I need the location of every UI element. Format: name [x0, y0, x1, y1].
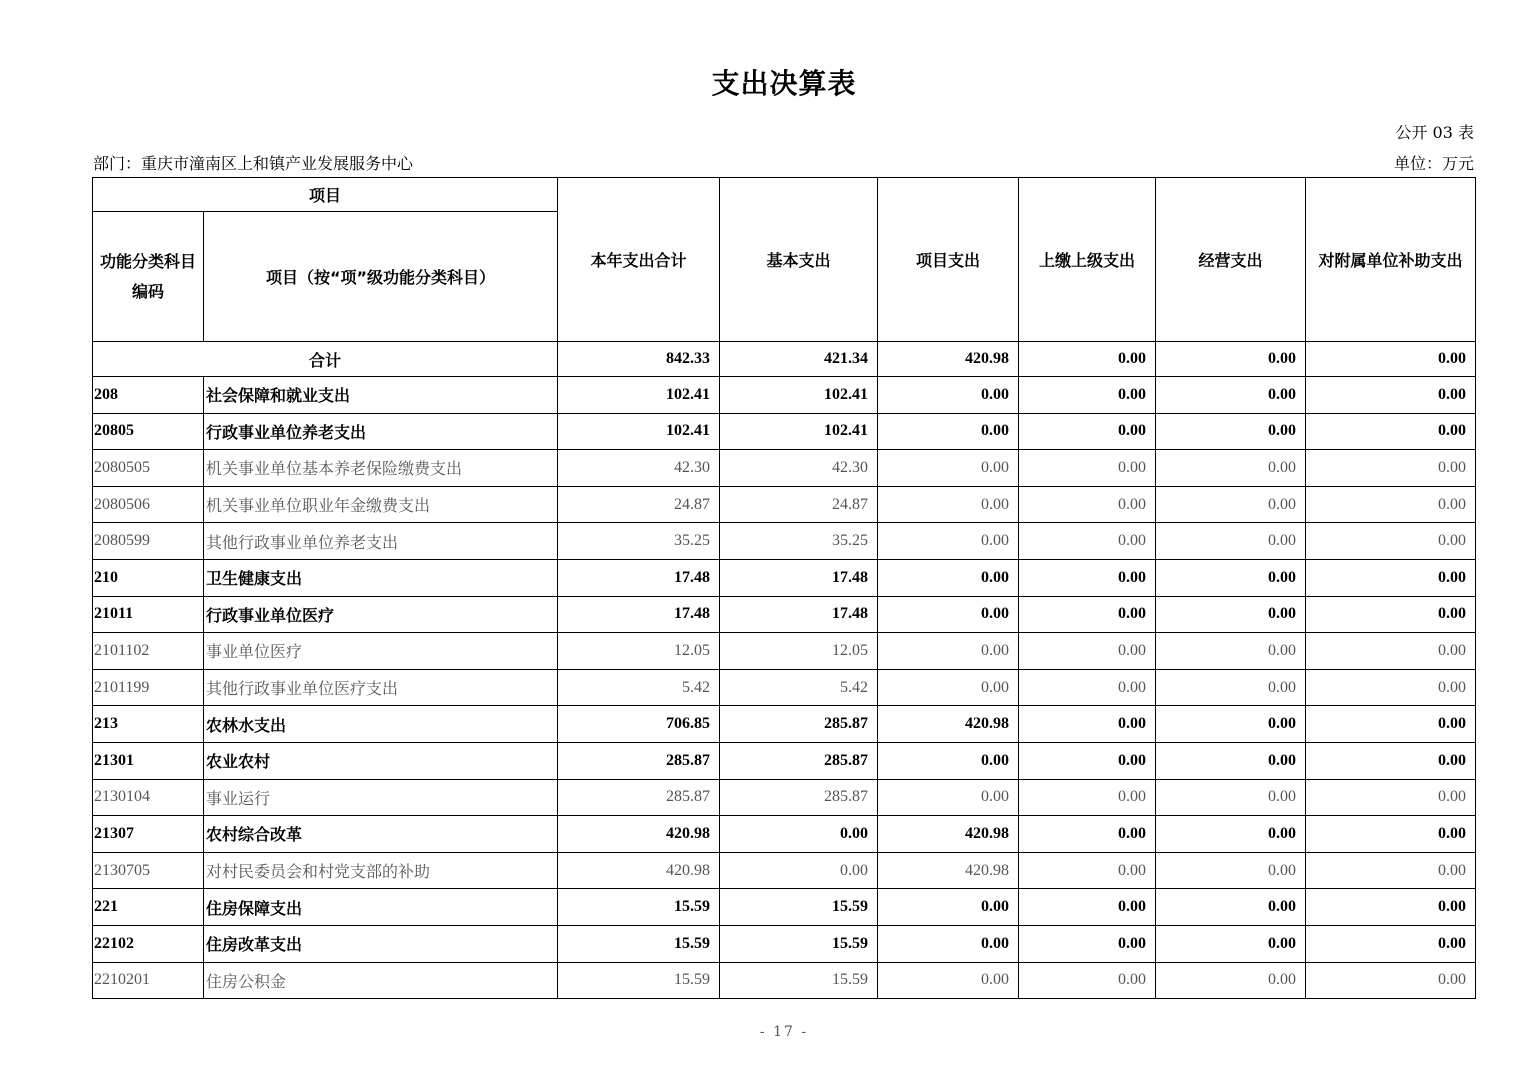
unit-label: 单位：万元 — [1393, 154, 1474, 173]
row-value: 12.05 — [720, 633, 878, 670]
row-value: 0.00 — [1156, 377, 1306, 414]
row-value: 0.00 — [1156, 962, 1306, 999]
row-value: 17.48 — [720, 559, 878, 596]
row-value: 0.00 — [1156, 852, 1306, 889]
row-value: 0.00 — [1306, 669, 1476, 706]
table-row — [93, 742, 1476, 779]
row-value: 15.59 — [558, 889, 720, 926]
row-value: 0.00 — [1156, 925, 1306, 962]
row-value: 0.00 — [1019, 450, 1156, 487]
row-value: 0.00 — [1156, 779, 1306, 816]
row-code: 208 — [93, 377, 204, 414]
row-value: 0.00 — [1019, 779, 1156, 816]
header-subsidy: 对附属单位补助支出 — [1306, 178, 1476, 342]
row-value: 0.00 — [878, 669, 1019, 706]
row-value: 0.00 — [1156, 669, 1306, 706]
row-value: 0.00 — [1019, 742, 1156, 779]
row-value: 0.00 — [1306, 779, 1476, 816]
row-value: 102.41 — [720, 413, 878, 450]
table-row — [93, 486, 1476, 523]
row-value: 0.00 — [1306, 962, 1476, 999]
expenditure-table — [92, 177, 1476, 999]
row-value: 15.59 — [720, 889, 878, 926]
row-code: 21011 — [93, 596, 204, 633]
row-value: 0.00 — [878, 523, 1019, 560]
row-code: 2210201 — [93, 962, 204, 999]
row-code: 213 — [93, 706, 204, 743]
row-code: 2080506 — [93, 486, 204, 523]
table-number: 公开 03 表 — [1395, 123, 1474, 142]
total-value: 842.33 — [558, 342, 720, 377]
row-code: 2101199 — [93, 669, 204, 706]
row-value: 0.00 — [1156, 450, 1306, 487]
row-code: 22102 — [93, 925, 204, 962]
row-value: 0.00 — [1019, 925, 1156, 962]
row-value: 17.48 — [558, 559, 720, 596]
row-value: 0.00 — [878, 889, 1019, 926]
row-name: 机关事业单位基本养老保险缴费支出 — [204, 450, 558, 487]
row-value: 0.00 — [1019, 559, 1156, 596]
row-code: 2080599 — [93, 523, 204, 560]
row-value: 102.41 — [558, 377, 720, 414]
row-value: 0.00 — [1156, 706, 1306, 743]
row-value: 17.48 — [558, 596, 720, 633]
row-value: 0.00 — [878, 779, 1019, 816]
total-value: 0.00 — [1156, 342, 1306, 377]
row-name: 行政事业单位医疗 — [204, 596, 558, 633]
row-value: 24.87 — [720, 486, 878, 523]
table-row — [93, 925, 1476, 962]
table-row — [93, 962, 1476, 999]
total-row — [93, 342, 1476, 377]
row-name: 行政事业单位养老支出 — [204, 413, 558, 450]
row-value: 0.00 — [1156, 816, 1306, 853]
row-code: 21307 — [93, 816, 204, 853]
row-value: 17.48 — [720, 596, 878, 633]
row-value: 12.05 — [558, 633, 720, 670]
row-name: 住房公积金 — [204, 962, 558, 999]
row-value: 0.00 — [878, 962, 1019, 999]
row-name: 事业运行 — [204, 779, 558, 816]
row-value: 15.59 — [720, 962, 878, 999]
row-code: 21301 — [93, 742, 204, 779]
row-value: 35.25 — [558, 523, 720, 560]
row-name: 卫生健康支出 — [204, 559, 558, 596]
row-name: 农业农村 — [204, 742, 558, 779]
row-name: 事业单位医疗 — [204, 633, 558, 670]
table-row — [93, 523, 1476, 560]
row-value: 0.00 — [1019, 633, 1156, 670]
row-value: 0.00 — [1306, 889, 1476, 926]
row-value: 0.00 — [1019, 962, 1156, 999]
row-value: 0.00 — [1306, 523, 1476, 560]
row-value: 0.00 — [1019, 706, 1156, 743]
row-value: 0.00 — [878, 559, 1019, 596]
table-row — [93, 413, 1476, 450]
row-value: 0.00 — [878, 450, 1019, 487]
row-value: 0.00 — [1156, 742, 1306, 779]
row-code: 210 — [93, 559, 204, 596]
table-row — [93, 779, 1476, 816]
row-code: 20805 — [93, 413, 204, 450]
row-value: 0.00 — [1306, 596, 1476, 633]
row-value: 0.00 — [720, 852, 878, 889]
row-value: 0.00 — [1306, 706, 1476, 743]
row-value: 285.87 — [720, 706, 878, 743]
table-row — [93, 706, 1476, 743]
row-name: 对村民委员会和村党支部的补助 — [204, 852, 558, 889]
row-name: 机关事业单位职业年金缴费支出 — [204, 486, 558, 523]
row-code: 221 — [93, 889, 204, 926]
row-value: 0.00 — [1019, 523, 1156, 560]
row-name: 住房保障支出 — [204, 889, 558, 926]
total-value: 421.34 — [720, 342, 878, 377]
header-name: 项目（按“项”级功能分类科目） — [204, 212, 558, 342]
table-row — [93, 633, 1476, 670]
table-row — [93, 450, 1476, 487]
header-project-expenditure: 项目支出 — [878, 178, 1019, 342]
row-value: 420.98 — [558, 852, 720, 889]
department-label: 部门：重庆市潼南区上和镇产业发展服务中心 — [93, 154, 414, 173]
row-name: 其他行政事业单位养老支出 — [204, 523, 558, 560]
row-value: 706.85 — [558, 706, 720, 743]
row-value: 285.87 — [558, 779, 720, 816]
total-label: 合计 — [93, 342, 558, 377]
row-value: 42.30 — [720, 450, 878, 487]
row-value: 102.41 — [720, 377, 878, 414]
row-name: 农林水支出 — [204, 706, 558, 743]
row-value: 0.00 — [1306, 852, 1476, 889]
row-value: 0.00 — [1019, 486, 1156, 523]
table-row — [93, 669, 1476, 706]
row-value: 0.00 — [1019, 852, 1156, 889]
row-value: 5.42 — [558, 669, 720, 706]
row-value: 0.00 — [1306, 377, 1476, 414]
row-value: 420.98 — [878, 852, 1019, 889]
page-number: - 17 - — [759, 1024, 809, 1040]
row-value: 15.59 — [558, 925, 720, 962]
row-value: 0.00 — [1019, 596, 1156, 633]
row-code: 2130104 — [93, 779, 204, 816]
row-value: 42.30 — [558, 450, 720, 487]
row-value: 0.00 — [1019, 816, 1156, 853]
row-value: 0.00 — [1156, 633, 1306, 670]
row-value: 0.00 — [878, 633, 1019, 670]
header-business: 经营支出 — [1156, 178, 1306, 342]
page-title: 支出决算表 — [711, 67, 857, 100]
header-basic: 基本支出 — [720, 178, 878, 342]
row-value: 285.87 — [558, 742, 720, 779]
row-value: 0.00 — [720, 816, 878, 853]
row-value: 0.00 — [878, 925, 1019, 962]
header-total: 本年支出合计 — [558, 178, 720, 342]
row-name: 农村综合改革 — [204, 816, 558, 853]
row-value: 0.00 — [1306, 486, 1476, 523]
row-value: 0.00 — [1306, 450, 1476, 487]
row-value: 420.98 — [878, 816, 1019, 853]
row-value: 0.00 — [1156, 413, 1306, 450]
row-value: 15.59 — [720, 925, 878, 962]
row-value: 0.00 — [1306, 559, 1476, 596]
table-row — [93, 816, 1476, 853]
table-row — [93, 852, 1476, 889]
row-code: 2130705 — [93, 852, 204, 889]
header-project: 项目 — [93, 178, 558, 212]
row-name: 住房改革支出 — [204, 925, 558, 962]
row-value: 0.00 — [878, 486, 1019, 523]
total-value: 0.00 — [1019, 342, 1156, 377]
row-value: 420.98 — [878, 706, 1019, 743]
header-superior: 上缴上级支出 — [1019, 178, 1156, 342]
row-value: 285.87 — [720, 779, 878, 816]
row-value: 15.59 — [558, 962, 720, 999]
row-value: 0.00 — [1019, 413, 1156, 450]
row-value: 35.25 — [720, 523, 878, 560]
row-code: 2080505 — [93, 450, 204, 487]
row-code: 2101102 — [93, 633, 204, 670]
row-value: 0.00 — [1019, 669, 1156, 706]
row-value: 0.00 — [1156, 523, 1306, 560]
row-value: 0.00 — [1306, 816, 1476, 853]
table-row — [93, 889, 1476, 926]
row-value: 0.00 — [878, 413, 1019, 450]
row-value: 0.00 — [1019, 889, 1156, 926]
row-value: 0.00 — [878, 596, 1019, 633]
total-value: 0.00 — [1306, 342, 1476, 377]
row-value: 0.00 — [1156, 486, 1306, 523]
row-value: 0.00 — [1019, 377, 1156, 414]
row-value: 0.00 — [1156, 889, 1306, 926]
table-row — [93, 559, 1476, 596]
row-value: 102.41 — [558, 413, 720, 450]
row-name: 社会保障和就业支出 — [204, 377, 558, 414]
row-value: 24.87 — [558, 486, 720, 523]
row-value: 0.00 — [1306, 742, 1476, 779]
row-value: 0.00 — [1156, 596, 1306, 633]
row-name: 其他行政事业单位医疗支出 — [204, 669, 558, 706]
table-row — [93, 596, 1476, 633]
header-code: 功能分类科目编码 — [93, 212, 204, 342]
row-value: 0.00 — [878, 742, 1019, 779]
row-value: 0.00 — [1306, 413, 1476, 450]
row-value: 285.87 — [720, 742, 878, 779]
row-value: 5.42 — [720, 669, 878, 706]
row-value: 420.98 — [558, 816, 720, 853]
table-row — [93, 377, 1476, 414]
row-value: 0.00 — [1306, 925, 1476, 962]
total-value: 420.98 — [878, 342, 1019, 377]
row-value: 0.00 — [878, 377, 1019, 414]
row-value: 0.00 — [1156, 559, 1306, 596]
row-value: 0.00 — [1306, 633, 1476, 670]
